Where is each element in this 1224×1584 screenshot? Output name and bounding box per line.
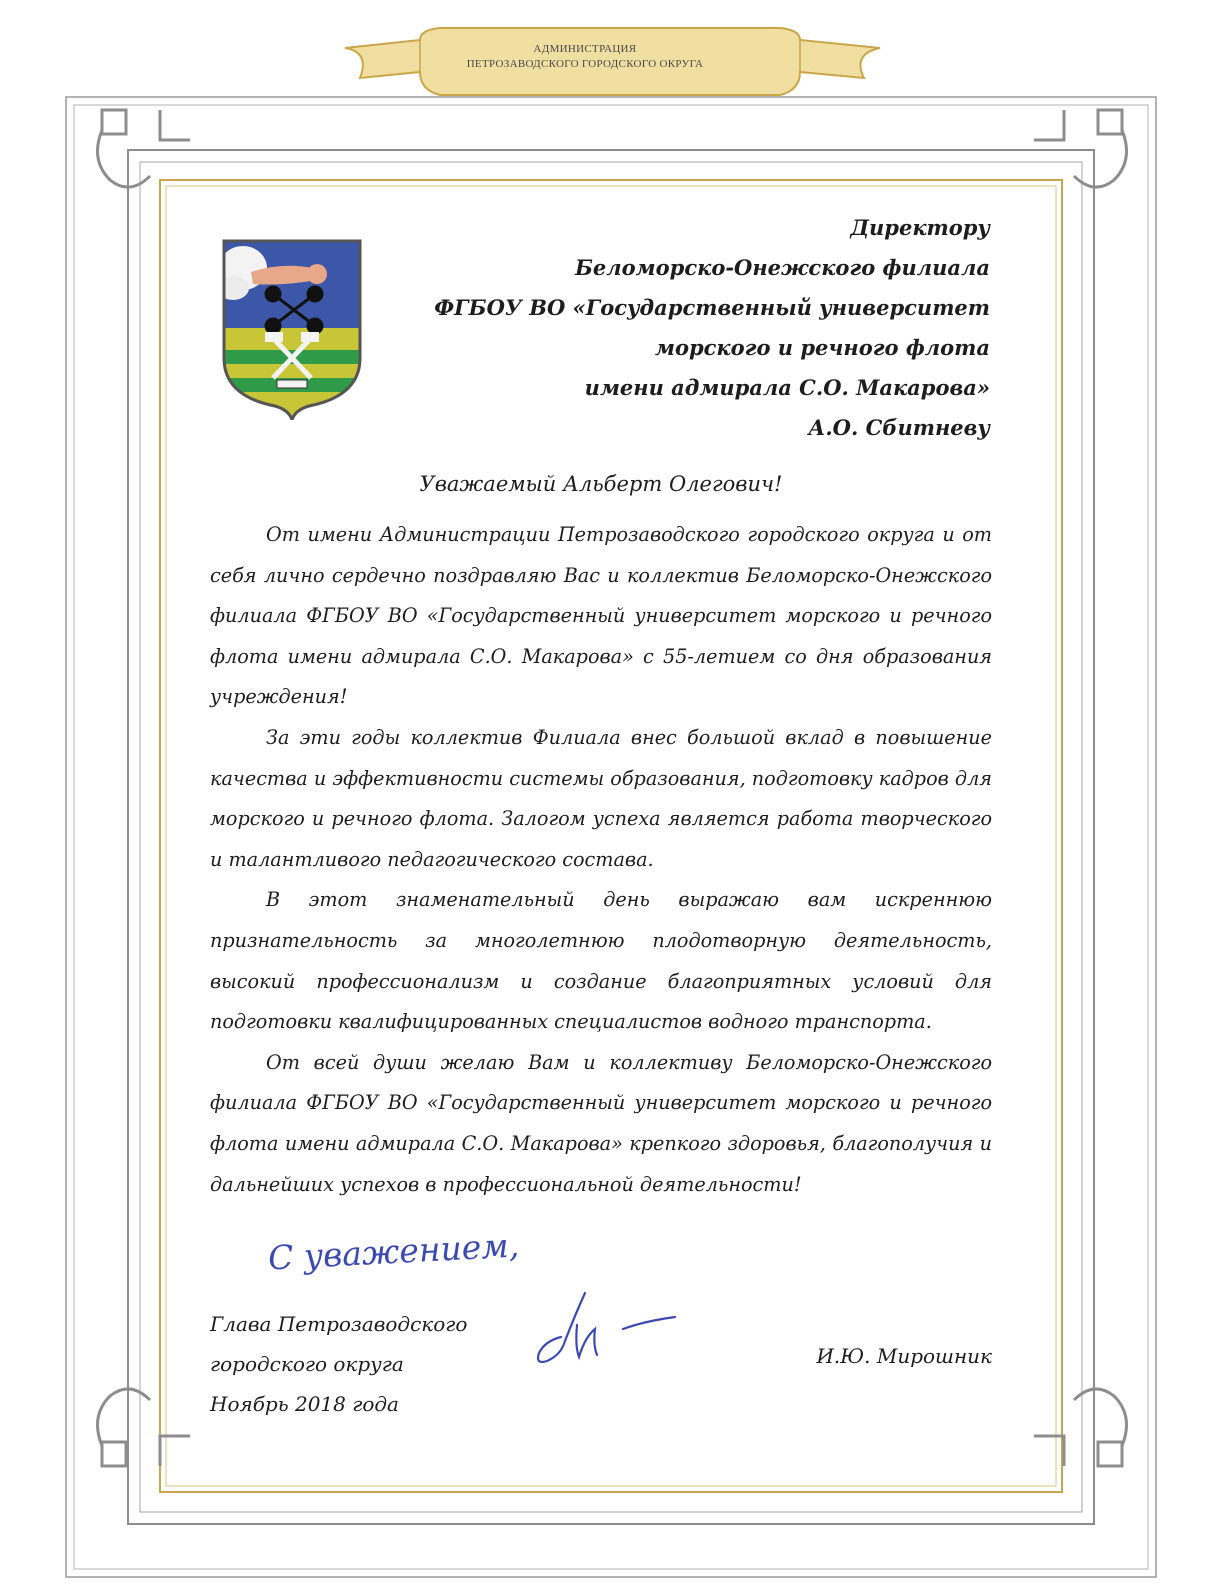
body-paragraph-2: За эти годы коллектив Филиала внес большой вклад в повышение качества и эффективности системы образования, подготовку кадров для морского и речного флота. Залогом успеха является работа творческого и талантливого педагогического состава. [210, 725, 992, 871]
addressee-line-3: ФГБОУ ВО «Государственный университет [434, 295, 990, 320]
signatory-line-2: городского округа [210, 1352, 404, 1376]
letter-date: Ноябрь 2018 года [210, 1392, 399, 1416]
letter-body [210, 515, 992, 1205]
ribbon-line-1: АДМИНИСТРАЦИЯ [533, 43, 637, 55]
addressee-line-5: имени адмирала С.О. Макарова» [584, 375, 990, 400]
addressee-block [290, 208, 990, 448]
signatory-line-1: Глава Петрозаводского [210, 1312, 468, 1336]
handwritten-signature [525, 1285, 685, 1375]
addressee-line-4: морского и речного флота [654, 335, 990, 360]
signer-name: И.Ю. Мирошник [816, 1344, 992, 1368]
ribbon-header [430, 42, 740, 72]
addressee-line-2: Беломорско-Онежского филиала [574, 255, 990, 280]
addressee-line-6: А.О. Сбитневу [808, 415, 990, 440]
body-paragraph-4: От всей души желаю Вам и коллективу Беломорско-Онежского филиала ФГБОУ ВО «Государственный университет морского и речного флота имени адмирала С.О. Макарова» крепкого здоровья, благополучия и дальнейших успехов в профессиональной деятельности! [210, 1050, 992, 1196]
signatory-title-block [210, 1304, 467, 1424]
addressee-line-1: Директору [850, 215, 990, 240]
ribbon-line-2: ПЕТРОЗАВОДСКОГО ГОРОДСКОГО ОКРУГА [466, 58, 704, 70]
body-paragraph-3: В этот знаменательный день выражаю вам искреннюю признательность за многолетнюю плодотворную деятельность, высокий профессионализм и создание благоприятных условий для подготовки квалифицированных специалистов водного транспорта. [210, 888, 992, 1034]
body-paragraph-1: От имени Администрации Петрозаводского городского округа и от себя лично сердечно поздравляю Вас и коллектив Беломорско-Онежского филиала ФГБОУ ВО «Государственный университет морского и речного флота имени адмирала С.О. Макарова» с 55-летием со дня образования учреждения! [210, 523, 992, 709]
salutation: Уважаемый Альберт Олегович! [419, 472, 783, 496]
handwritten-closing: С уважением, [267, 1225, 521, 1278]
